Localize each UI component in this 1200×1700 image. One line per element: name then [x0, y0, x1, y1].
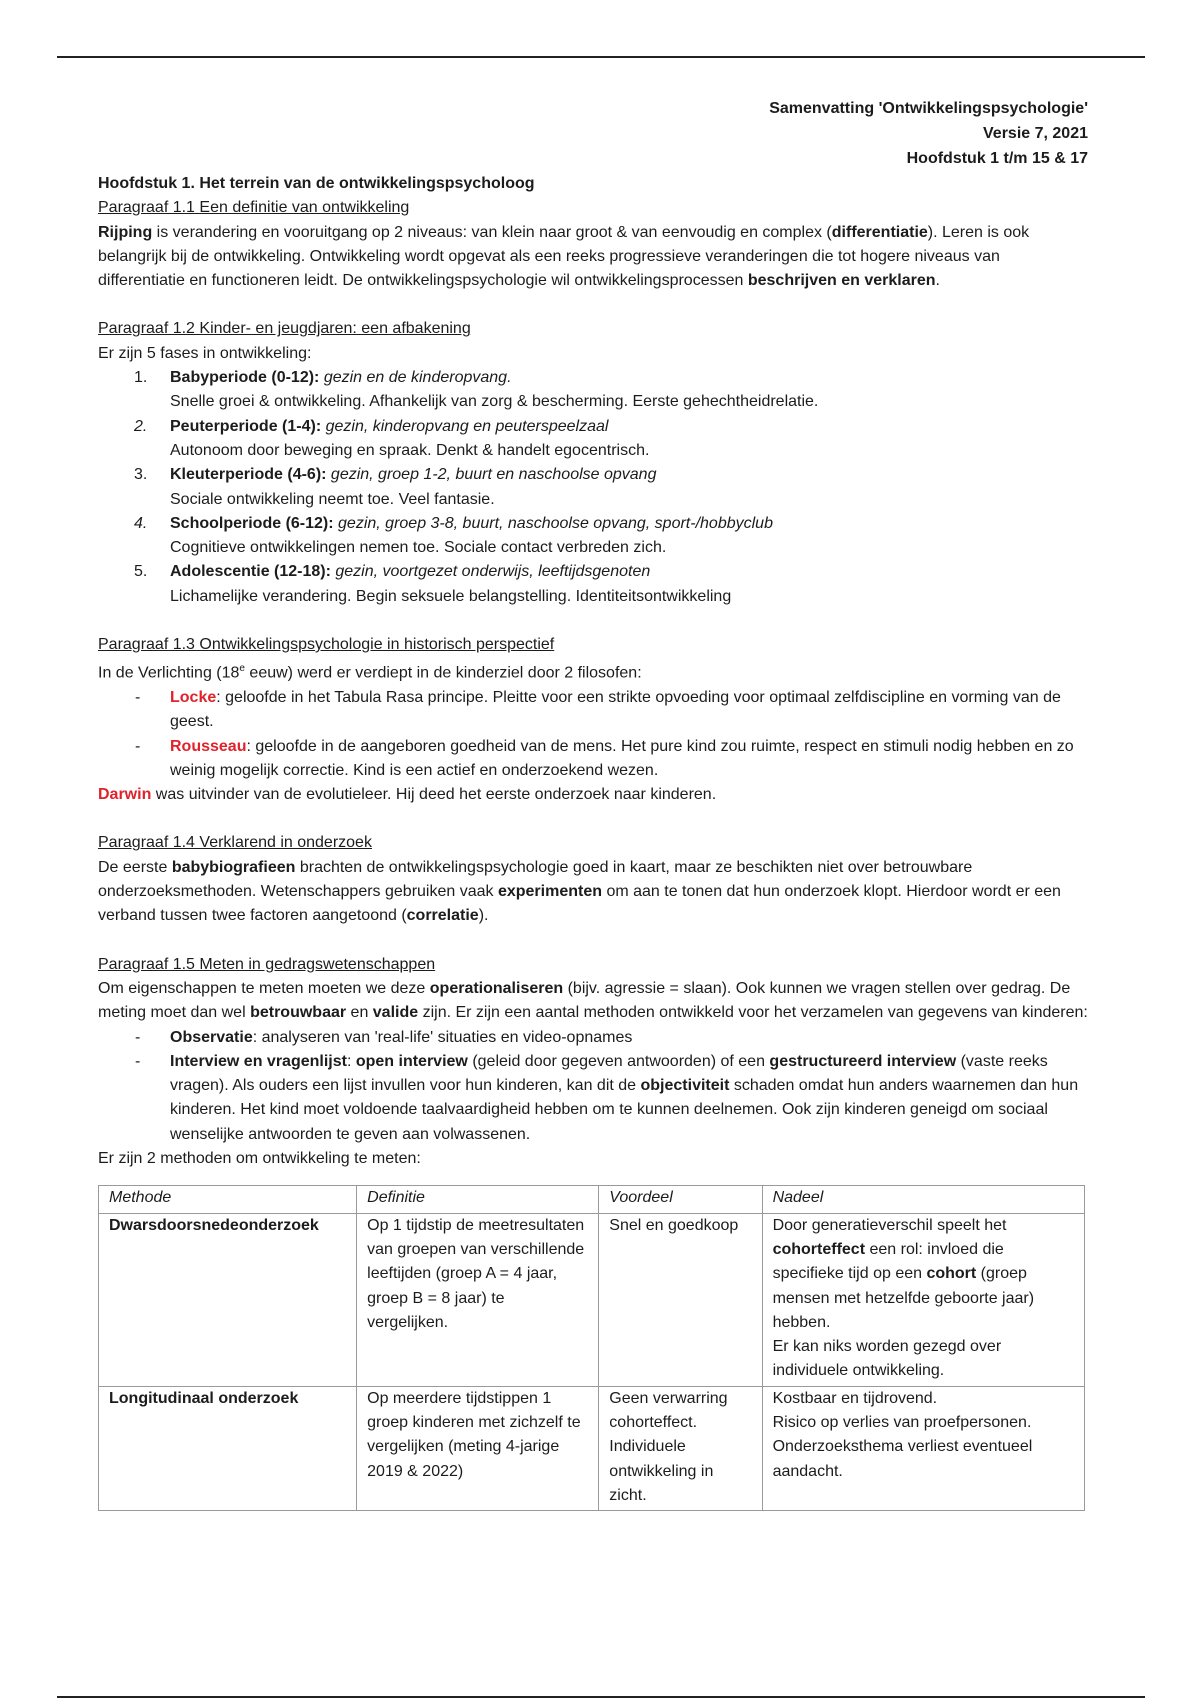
column-header: Definitie	[357, 1186, 599, 1213]
document-header	[769, 96, 1088, 171]
list-item: 3. Kleuterperiode (4-6): gezin, groep 1-2, buurt en naschoolse opvang Sociale ontwikkeling neemt toe. Veel fantasie.	[134, 466, 657, 508]
table-cell: Door generatieverschil speelt het cohorteffect een rol: invloed die specifieke tijd op een cohort (groep mensen met hetzelfde geboorte jaar) hebben. Er kan niks worden gezegd over individuele ontwikkeling.	[762, 1213, 1084, 1386]
top-rule	[57, 56, 1145, 58]
header-version: Versie 7, 2021	[983, 125, 1088, 142]
section-1-5-title: Paragraaf 1.5 Meten in gedragswetenschappen	[98, 955, 436, 973]
column-header: Methode	[99, 1186, 357, 1213]
table-cell: Snel en goedkoop	[599, 1213, 762, 1386]
list-item: 1. Babyperiode (0-12): gezin en de kinderopvang. Snelle groei & ontwikkeling. Afhankelijk van zorg & bescherming. Eerste gehechtheidrelatie.	[134, 369, 819, 411]
table-cell: Op meerdere tijdstippen 1 groep kinderen met zichzelf te vergelijken (meting 4-jarige 2019 & 2022)	[357, 1386, 599, 1510]
methods-list	[98, 1026, 1088, 1147]
methods-table	[98, 1185, 1085, 1511]
section-1-2-title: Paragraaf 1.2 Kinder- en jeugdjaren: een afbakening	[98, 320, 471, 338]
list-item: - Locke: geloofde in het Tabula Rasa principe. Pleitte voor een strikte opvoeding voor optimaal zelfdiscipline en vorming van de geest.	[135, 688, 1061, 731]
header-title: Samenvatting 'Ontwikkelingspsychologie'	[769, 100, 1088, 117]
section-1-1-title: Paragraaf 1.1 Een definitie van ontwikkeling	[98, 199, 410, 217]
table-cell: Kostbaar en tijdrovend. Risico op verlies van proefpersonen. Onderzoeksthema verliest eventueel aandacht.	[762, 1386, 1084, 1510]
table-row	[99, 1386, 1085, 1510]
table-header-row	[99, 1186, 1085, 1213]
column-header: Nadeel	[762, 1186, 1084, 1213]
darwin-text: Darwin was uitvinder van de evolutieleer. Hij deed het eerste onderzoek naar kinderen.	[98, 786, 717, 804]
section-1-5-text: Om eigenschappen te meten moeten we deze operationaliseren (bijv. agressie = slaan). Ook kunnen we vragen stellen over gedrag. De meting moet dan wel betrouwbaar en valide zijn. Er zijn een aantal methoden ontwikkeld voor het verzamelen van gegevens van kinderen:	[98, 979, 1088, 1022]
phases-list	[98, 366, 1088, 609]
section-1-3-title: Paragraaf 1.3 Ontwikkelingspsychologie in historisch perspectief	[98, 636, 555, 654]
section-1-2-intro: Er zijn 5 fases in ontwikkeling:	[98, 344, 312, 362]
chapter-title: Hoofdstuk 1. Het terrein van de ontwikkelingspsycholoog	[98, 175, 535, 192]
table-cell: Op 1 tijdstip de meetresultaten van groepen van verschillende leeftijden (groep A = 4 jaar, groep B = 8 jaar) te vergelijken.	[357, 1213, 599, 1386]
document-body	[98, 172, 1088, 1511]
column-header: Voordeel	[599, 1186, 762, 1213]
header-chapters: Hoofdstuk 1 t/m 15 & 17	[906, 150, 1088, 167]
section-1-3-intro: In de Verlichting (18e eeuw) werd er verdiept in de kinderziel door 2 filosofen:	[98, 663, 642, 682]
table-cell: Geen verwarring cohorteffect. Individuele ontwikkeling in zicht.	[599, 1386, 762, 1510]
bottom-rule	[57, 1696, 1145, 1698]
list-item: - Observatie: analyseren van 'real-life' situaties en video-opnames	[135, 1028, 633, 1046]
list-item: 5. Adolescentie (12-18): gezin, voortgezet onderwijs, leeftijdsgenoten Lichamelijke verandering. Begin seksuele belangstelling. Identiteitsontwikkeling	[134, 563, 732, 605]
table-cell: Dwarsdoorsnedeonderzoek	[99, 1213, 357, 1386]
list-item: - Rousseau: geloofde in de aangeboren goedheid van de mens. Het pure kind zou ruimte, respect en stimuli nodig hebben en zo weinig mogelijk correctie. Kind is een actief en onderzoekend wezen.	[135, 737, 1074, 779]
philosophers-list	[98, 686, 1088, 783]
list-item: 2. Peuterperiode (1-4): gezin, kinderopvang en peuterspeelzaal Autonoom door beweging en spraak. Denkt & handelt egocentrisch.	[134, 417, 650, 459]
list-item: - Interview en vragenlijst: open interview (geleid door gegeven antwoorden) of een gestructureerd interview (vaste reeks vragen). Als ouders een lijst invullen voor hun kinderen, kan dit de objectiviteit schaden omdat hun anders waarnemen dan hun kinderen. Het kind moet voldoende taalvaardigheid hebben om te kunnen deelnemen. Ook zijn kinderen geneigd om sociaal wenselijke antwoorden te geven aan volwassenen.	[135, 1052, 1079, 1143]
section-1-4-text: De eerste babybiografieen brachten de ontwikkelingspsychologie goed in kaart, maar ze beschikten niet over betrouwbare onderzoeksmethoden. Wetenschappers gebruiken vaak experimenten om aan te tonen dat hun onderzoek klopt. Hierdoor wordt er een verband tussen twee factoren aangetoond (correlatie).	[98, 858, 1061, 925]
table-cell: Longitudinaal onderzoek	[99, 1386, 357, 1510]
section-1-5-outro: Er zijn 2 methoden om ontwikkeling te meten:	[98, 1150, 421, 1168]
list-item: 4. Schoolperiode (6-12): gezin, groep 3-8, buurt, naschoolse opvang, sport-/hobbyclub Cognitieve ontwikkelingen nemen toe. Sociale contact verbreden zich.	[134, 514, 773, 557]
section-1-1-text: Rijping is verandering en vooruitgang op 2 niveaus: van klein naar groot & van eenvoudig en complex (differentiatie). Leren is ook belangrijk bij de ontwikkeling. Ontwikkeling wordt opgevat als een reeks progressieve veranderingen die tot hogere niveaus van differentiatie en functioneren leidt. De ontwikkelingspsychologie wil ontwikkelingsprocessen beschrijven en verklaren.	[98, 223, 1030, 290]
section-1-4-title: Paragraaf 1.4 Verklarend in onderzoek	[98, 834, 372, 852]
table-row	[99, 1213, 1085, 1386]
